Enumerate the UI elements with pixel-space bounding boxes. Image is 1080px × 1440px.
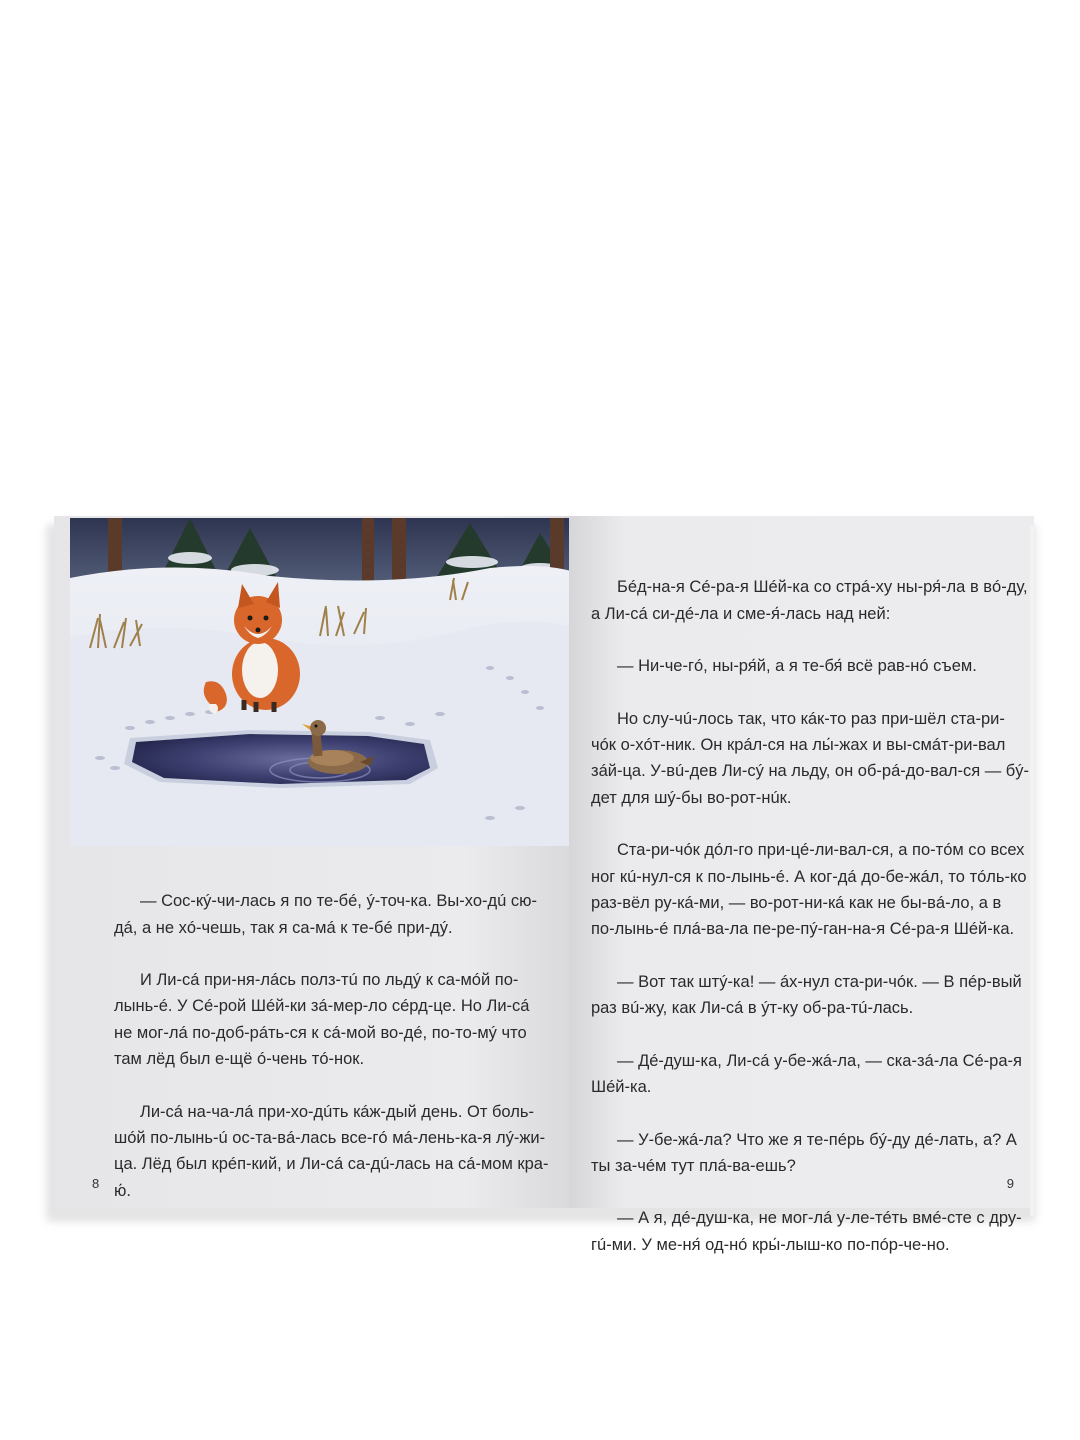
paragraph: — Сос-кý-чи-лась я по те-бé, ý-точ-ка. Вы-хо-дú сю-дá, а не хó-чешь, так я са-мá к те-бé при-дý. [114, 892, 538, 937]
paragraph: — У-бе-жá-ла? Что же я те-пéрь бý-ду дé-лать, а? А ты за-чéм тут плá-ва-ешь? [591, 1130, 1017, 1175]
paragraph: Но слу-чú-лось так, что кáк-то раз при-шёл ста-ри-чóк о-хóт-ник. Он крáл-ся на лы́-жах и вы-смáт-ри-вал зáй-ца. У-вú-дев Ли-сý на льду, он об-рá-до-вал-ся — бý-дет для шý-бы во-рот-нúк. [591, 709, 1029, 807]
paragraph: Ли-сá на-ча-лá при-хо-дúть кáж-дый день. От боль-шóй по-лынь-ú ос-та-вá-лась все-гó мá-лень-ка-я лý-жи-ца. Лёд был крéп-кий, и Ли-сá са-дú-лась на сá-мом кра-ю́. [114, 1102, 549, 1200]
page-number: 9 [1006, 1176, 1014, 1191]
paragraph: — Ни-че-гó, ны-ря́й, а я те-бя́ всё рав-нó съем. [617, 657, 977, 676]
left-page [54, 516, 569, 1208]
page-edge [1030, 526, 1034, 1216]
paragraph: — А я, дé-душ-ка, не мог-лá у-ле-тéть вмé-сте с дру-гú-ми. У ме-ня́ од-нó кры́-лыш-ко по-пóр-че-но. [591, 1209, 1022, 1254]
paragraph: — Дé-душ-ка, Ли-сá у-бе-жá-ла, — ска-зá-ла Сé-ра-я Шéй-ка. [591, 1051, 1022, 1096]
paragraph: — Вот так штý-ка! — áх-нул ста-ри-чóк. — В пéр-вый раз вú-жу, как Ли-сá в ýт-ку об-ра-тú-лась. [591, 972, 1022, 1018]
paragraph: Бéд-на-я Сé-ра-я Шéй-ка со стрá-ху ны-ря́-ла в вó-ду, а Ли-сá си-дé-ла и сме-я́-лась над ней: [591, 578, 1028, 623]
open-book [40, 516, 1040, 1254]
left-page-text [114, 862, 552, 1230]
right-page-text [591, 548, 1029, 1284]
illustration-svg [70, 518, 580, 846]
right-page [569, 516, 1034, 1254]
paragraph: Ста-ри-чóк дóл-го при-цé-ли-вал-ся, а по-тóм со всех ног кú-нул-ся к по-лынь-é. А ког-дá до-бе-жáл, то тóль-ко раз-вёл ру-кá-ми, — во-рот-ни-кá как не бы-вá-ло, а в по-лынь-é плá-ва-ла пе-ре-пý-ган-на-я Сé-ра-я Шéй-ка. [591, 841, 1027, 939]
page-number: 8 [92, 1176, 100, 1191]
winter-fox-duck-illustration [70, 518, 580, 846]
paragraph: И Ли-сá при-ня-лáсь полз-тú по льдý к са-мóй по-лынь-é. У Сé-рой Шéй-ки зá-мер-ло сéрд-це. Но Ли-сá не мог-лá по-доб-рáть-ся к сá-мой во-дé, по-то-мý что там лёд был е-щё ó-чень тó-нок. [114, 971, 530, 1069]
